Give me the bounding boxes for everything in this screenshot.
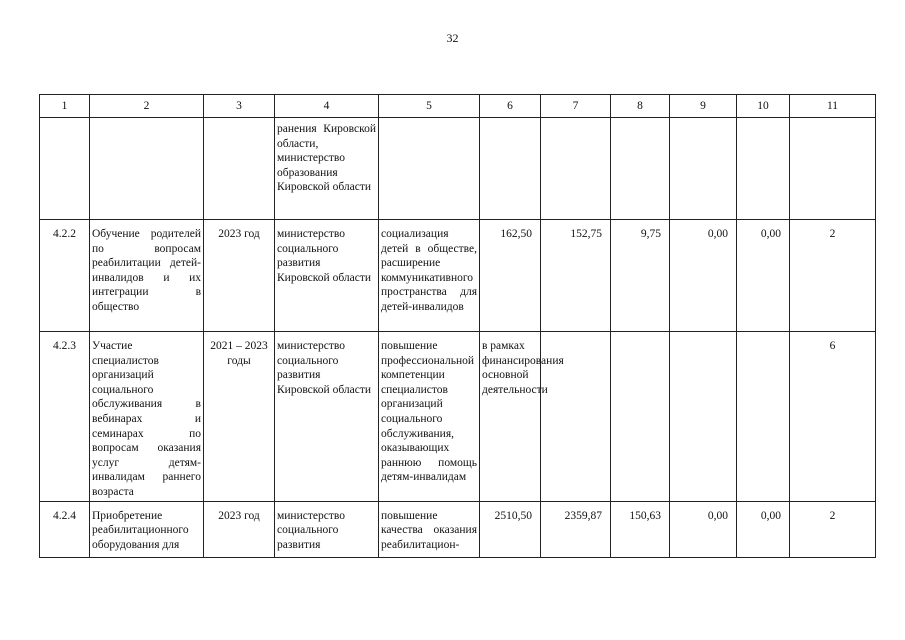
result-cell [379,118,480,220]
col9-cell [670,332,737,502]
measure-name-cell: Участие специалистов организаций социального обслуживания в вебинарах и семинарах по вопросам оказания услуг детям-инвалидам раннего возраста [90,332,204,502]
col10-cell: 0,00 [737,220,790,332]
total-cell: 2510,50 [480,501,541,557]
column-header-1: 1 [40,95,90,118]
row-number-cell: 4.2.4 [40,501,90,557]
row-number-cell [40,118,90,220]
result-cell: повышение качества оказания реабилитацион- [379,501,480,557]
measure-name-cell: Приобретение реабилитационного оборудования для [90,501,204,557]
result-cell: социализация детей в обществе, расширение коммуникативного пространства для детей-инвалидов [379,220,480,332]
column-header-6: 6 [480,95,541,118]
measure-name-cell [90,118,204,220]
total-cell [480,118,541,220]
column-number-row [40,95,876,118]
period-cell: 2021 – 2023 годы [204,332,275,502]
col8-cell: 150,63 [611,501,670,557]
col10-cell: 0,00 [737,501,790,557]
column-header-10: 10 [737,95,790,118]
table-row [40,332,876,502]
column-header-3: 3 [204,95,275,118]
col9-cell [670,118,737,220]
period-cell: 2023 год [204,220,275,332]
col7-cell: 152,75 [541,220,611,332]
column-header-5: 5 [379,95,480,118]
table-row [40,220,876,332]
total-cell: 162,50 [480,220,541,332]
col8-cell: 9,75 [611,220,670,332]
page-number: 32 [446,31,459,45]
col7-cell: 2359,87 [541,501,611,557]
executor-cell: министерство социального развития [275,501,379,557]
row-number-cell: 4.2.3 [40,332,90,502]
column-header-2: 2 [90,95,204,118]
result-cell: повышение профессиональной компетенции специалистов организаций социального обслуживания, оказывающих раннюю помощь детям-инвалидам [379,332,480,502]
measures-table [39,94,876,558]
col7-cell [541,118,611,220]
executor-cell: ранения Кировской области, министерство образования Кировской области [275,118,379,220]
period-cell: 2023 год [204,501,275,557]
column-header-4: 4 [275,95,379,118]
column-header-9: 9 [670,95,737,118]
period-cell [204,118,275,220]
executor-cell: министерство социального развития Кировской области [275,220,379,332]
table-row [40,118,876,220]
col11-cell: 2 [790,220,876,332]
col8-cell [611,118,670,220]
col11-cell: 6 [790,332,876,502]
col10-cell [737,332,790,502]
measure-name-cell: Обучение родителей по вопросам реабилитации детей-инвалидов и их интеграции в общество [90,220,204,332]
col9-cell: 0,00 [670,501,737,557]
table-row [40,501,876,557]
col8-cell [611,332,670,502]
executor-cell: министерство социального развития Кировской области [275,332,379,502]
column-header-8: 8 [611,95,670,118]
row-number-cell: 4.2.2 [40,220,90,332]
col11-cell [790,118,876,220]
column-header-7: 7 [541,95,611,118]
col11-cell: 2 [790,501,876,557]
col9-cell: 0,00 [670,220,737,332]
col10-cell [737,118,790,220]
column-header-11: 11 [790,95,876,118]
funding-note-cell: в рамках финансирования основной деятельности [480,332,541,502]
